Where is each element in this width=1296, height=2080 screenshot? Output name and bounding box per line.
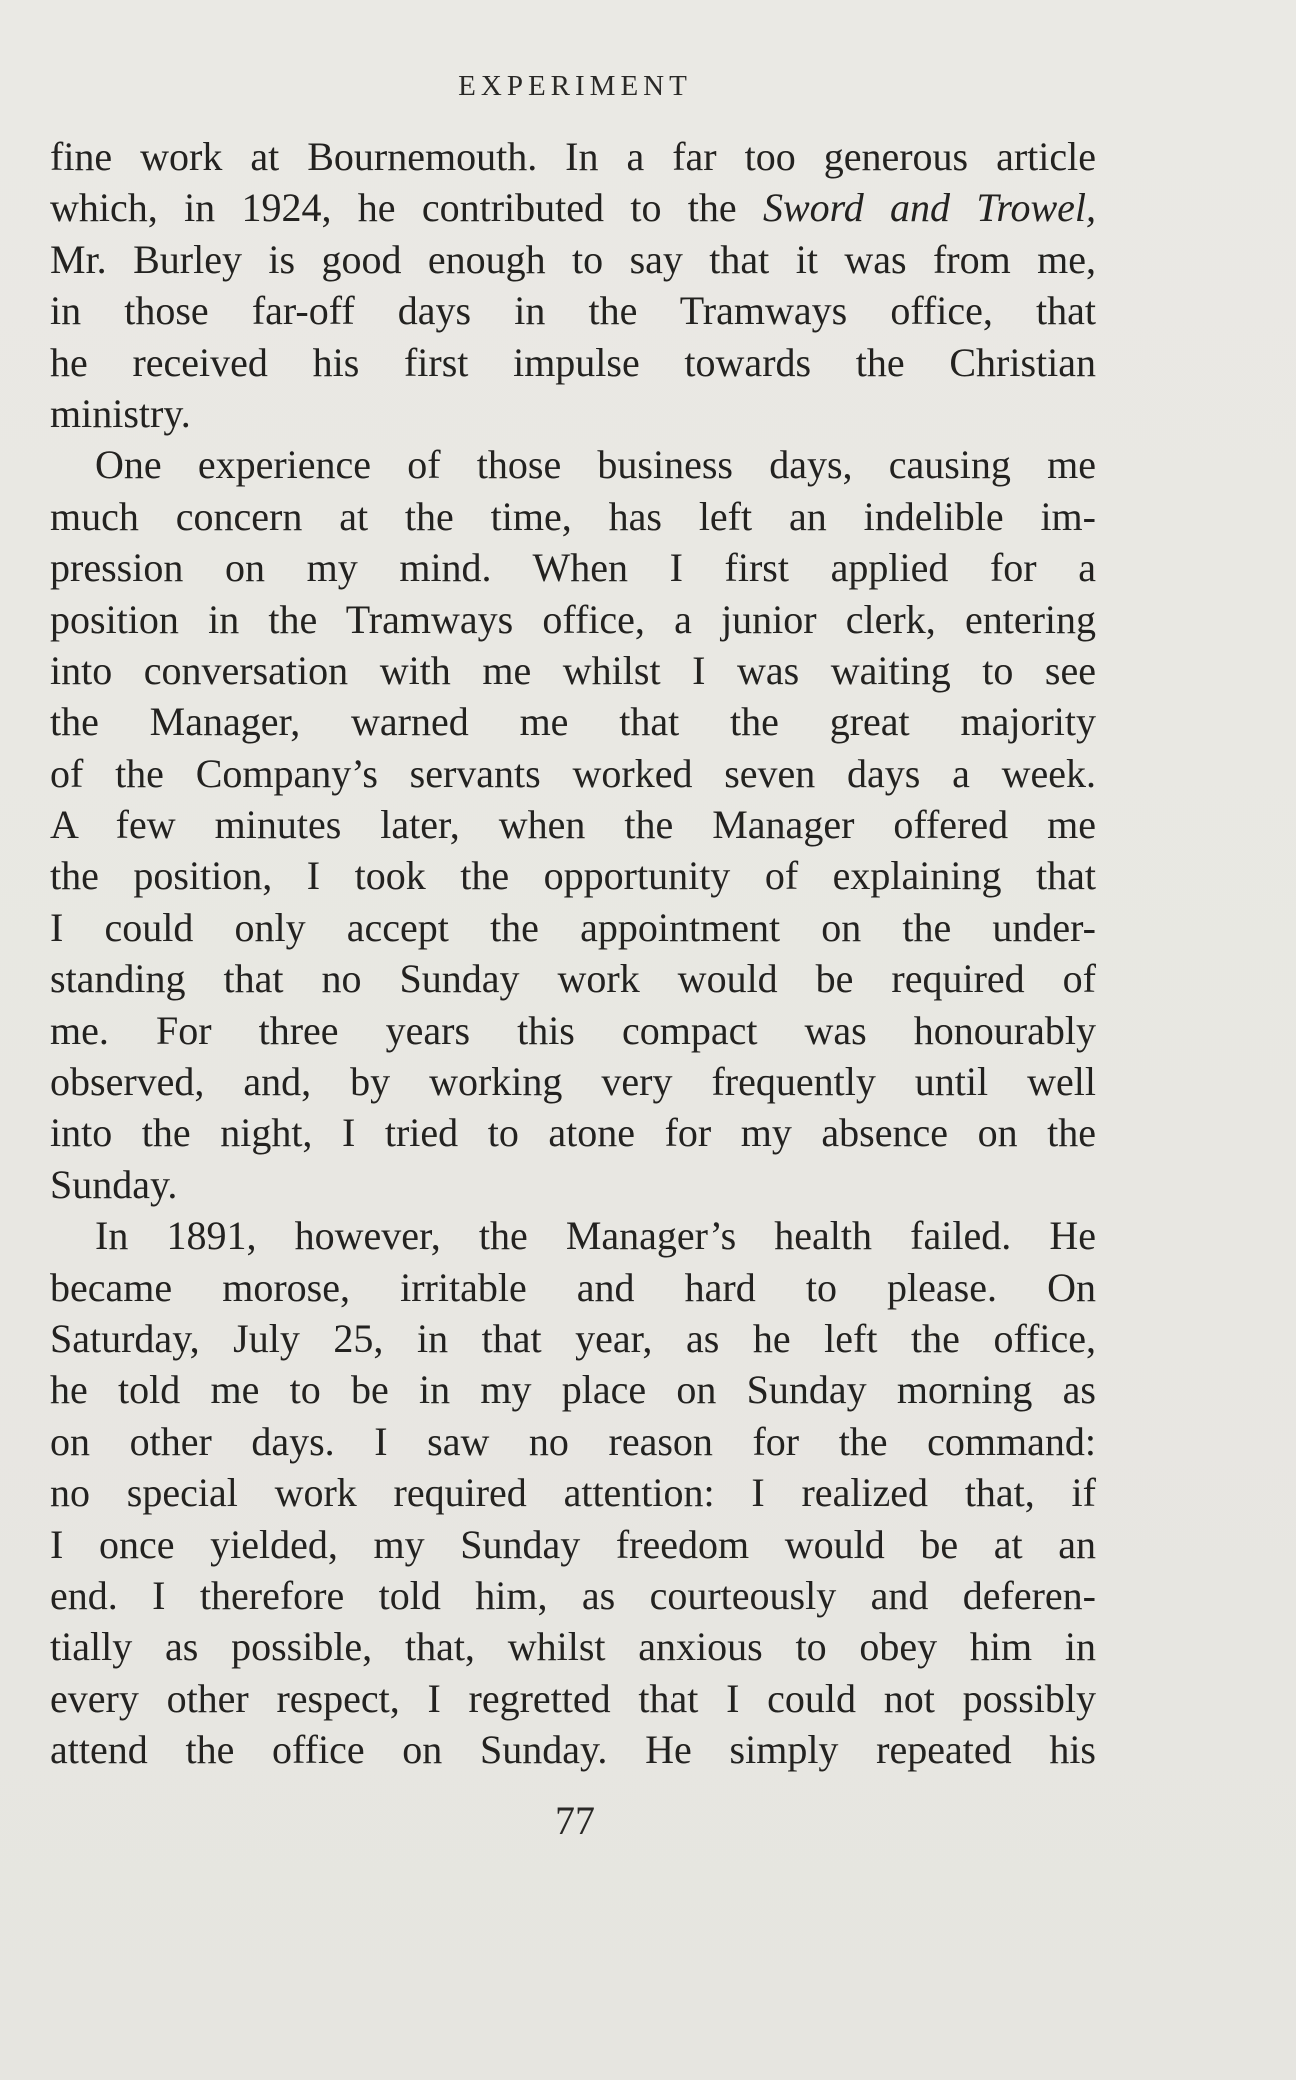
text-line: every other respect, I regretted that I could not possibly — [50, 1675, 1096, 1721]
text-line: me. For three years this compact was honourably — [50, 1007, 1096, 1053]
text-line: I could only accept the appointment on the under- — [50, 904, 1096, 950]
text-line: into conversation with me whilst I was waiting to see — [50, 647, 1096, 693]
text-line — [50, 182, 1096, 233]
text-line: on other days. I saw no reason for the command: — [50, 1418, 1096, 1464]
text-line: no special work required attention: I realized that, if — [50, 1470, 1096, 1516]
text-line: A few minutes later, when the Manager offered me — [50, 802, 1096, 848]
text-line: the Manager, warned me that the great majority — [50, 699, 1096, 745]
text-line: Saturday, July 25, in that year, as he left the office, — [50, 1315, 1096, 1361]
text-line: attend the office on Sunday. He simply repeated his — [50, 1727, 1096, 1773]
italic-title: Sword and Trowel, — [762, 185, 1096, 231]
text-line: I once yielded, my Sunday freedom would be at an — [50, 1521, 1096, 1567]
text-line: of the Company’s servants worked seven days a week. — [50, 750, 1096, 796]
paragraph-start-line: In 1891, however, the Manager’s health failed. He — [95, 1213, 1096, 1259]
running-head: EXPERIMENT — [458, 70, 692, 102]
text-line: Mr. Burley is good enough to say that it was from me, — [50, 236, 1096, 282]
paragraph-end-line: Sunday. — [50, 1161, 178, 1207]
page-number: 77 — [555, 1798, 595, 1843]
text-line: he received his first impulse towards the Christian — [50, 339, 1096, 385]
text-line: pression on my mind. When I first applied for a — [50, 545, 1096, 591]
text-line: he told me to be in my place on Sunday morning as — [50, 1367, 1096, 1413]
text-line: became morose, irritable and hard to please. On — [50, 1264, 1096, 1310]
text-line: position in the Tramways office, a junior clerk, entering — [50, 596, 1096, 642]
body-text — [50, 131, 1096, 1776]
text-line: fine work at Bournemouth. In a far too generous article — [50, 134, 1096, 179]
text-line: in those far-off days in the Tramways office, that — [50, 288, 1096, 334]
text-line: much concern at the time, has left an indelible im- — [50, 493, 1096, 539]
text-line: end. I therefore told him, as courteously and deferen- — [50, 1572, 1096, 1618]
text-line: tially as possible, that, whilst anxious to obey him in — [50, 1624, 1096, 1670]
paragraph-start-line: One experience of those business days, causing me — [95, 442, 1096, 488]
text-line: observed, and, by working very frequently until well — [50, 1059, 1096, 1105]
paragraph-end-line: ministry. — [50, 390, 191, 436]
text-line: standing that no Sunday work would be required of — [50, 956, 1096, 1002]
text-line: into the night, I tried to atone for my absence on the — [50, 1110, 1096, 1156]
text-line-roman: which, in 1924, he contributed to the — [50, 185, 763, 231]
text-line: the position, I took the opportunity of explaining that — [50, 853, 1096, 899]
